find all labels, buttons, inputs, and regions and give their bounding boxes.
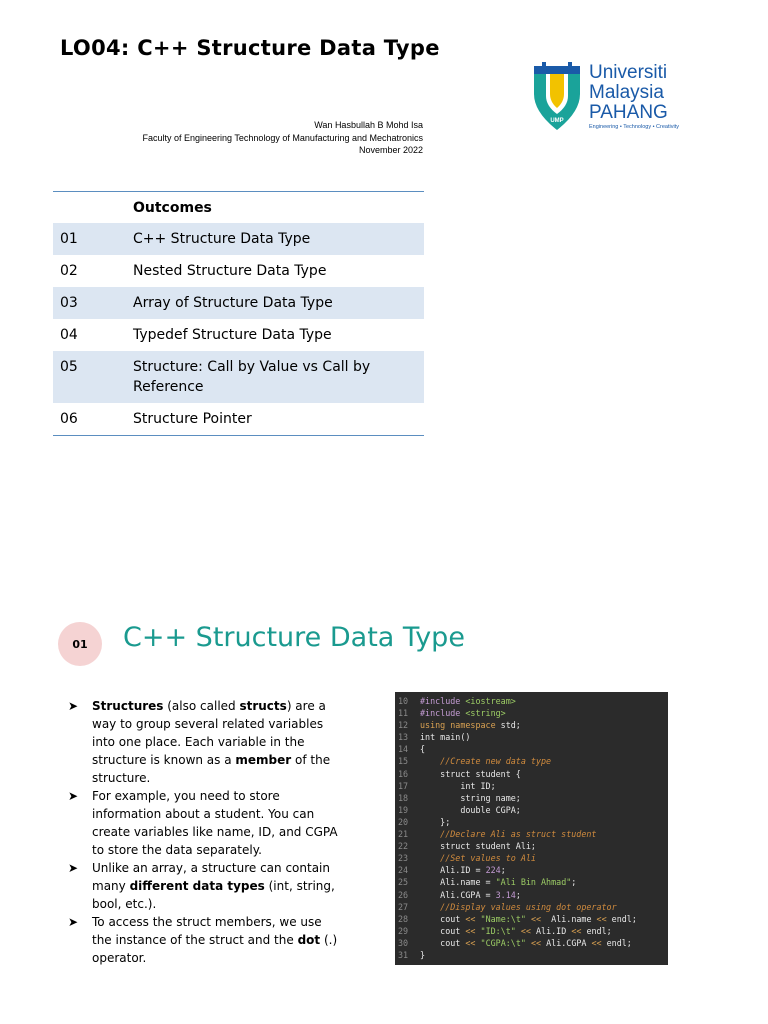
code-line	[395, 743, 668, 755]
document-title: LO04: C++ Structure Data Type	[60, 36, 440, 60]
bullet-item	[68, 859, 343, 913]
author-block	[143, 119, 424, 157]
line-number: 26	[398, 889, 409, 900]
arrow-bullet-icon: ➤	[68, 699, 79, 713]
section-title: C++ Structure Data Type	[123, 622, 465, 653]
document-date: November 2022	[358, 145, 423, 155]
logo-tagline: Engineering • Technology • Creativity	[589, 124, 679, 130]
bold-term: structs	[239, 699, 287, 713]
code-text: //Set values to Ali	[420, 853, 536, 864]
bullet-item	[68, 787, 343, 859]
line-number: 15	[398, 756, 409, 767]
bold-term: Structures	[92, 699, 164, 713]
bullet-text: (.) operator.	[92, 933, 338, 965]
code-text: cout << "CGPA:\t" << Ali.CGPA << endl;	[420, 937, 632, 948]
line-number: 13	[398, 732, 409, 743]
code-line	[395, 792, 668, 804]
outcomes-header: Outcomes	[133, 192, 424, 224]
code-text: double CGPA;	[420, 804, 521, 815]
line-number: 18	[398, 792, 409, 803]
code-text: cout << "ID:\t" << Ali.ID << endl;	[420, 925, 612, 936]
table-row	[53, 287, 424, 319]
line-number: 27	[398, 901, 409, 912]
code-text: //Create new data type	[420, 756, 552, 767]
code-snippet	[395, 692, 668, 965]
code-text: //Display values using dot operator	[420, 901, 617, 912]
code-text: struct student {	[420, 768, 521, 779]
table-row	[53, 255, 424, 287]
code-line	[395, 949, 668, 961]
code-line	[395, 780, 668, 792]
code-line	[395, 913, 668, 925]
bullet-text: ) are a way to group several related variables into one place. Each variable in the structure is known as a	[92, 699, 326, 767]
line-number: 17	[398, 780, 409, 791]
code-line	[395, 876, 668, 888]
logo-line-1: Universiti	[589, 62, 668, 83]
outcomes-table	[53, 191, 424, 436]
code-line	[395, 925, 668, 937]
line-number: 11	[398, 708, 409, 719]
code-line	[395, 840, 668, 852]
code-text: Ali.CGPA = 3.14;	[420, 889, 521, 900]
line-number: 24	[398, 865, 409, 876]
code-line	[395, 731, 668, 743]
code-line	[395, 816, 668, 828]
code-text: cout << "Name:\t" << Ali.name << endl;	[420, 913, 637, 924]
bullet-item	[68, 697, 343, 787]
bold-term: dot	[297, 933, 321, 947]
line-number: 23	[398, 853, 409, 864]
line-number: 12	[398, 720, 409, 731]
outcome-text: C++ Structure Data Type	[133, 223, 424, 255]
outcome-text: Structure Pointer	[133, 403, 424, 436]
code-text: string name;	[420, 792, 521, 803]
bullet-text: To access the struct members, we use the instance of the struct and the	[92, 915, 322, 947]
outcome-number: 05	[53, 351, 133, 403]
code-line	[395, 768, 668, 780]
outcome-text: Nested Structure Data Type	[133, 263, 327, 279]
ump-shield-icon	[532, 60, 582, 132]
outcomes-header-row	[53, 192, 424, 224]
code-line	[395, 755, 668, 767]
table-row	[53, 319, 424, 351]
code-line	[395, 889, 668, 901]
line-number: 28	[398, 913, 409, 924]
code-text: #include <string>	[420, 708, 506, 719]
section-number-badge: 01	[58, 622, 102, 666]
code-line	[395, 864, 668, 876]
outcome-text: Structure: Call by Value vs Call by Reference	[133, 351, 424, 403]
code-line	[395, 852, 668, 864]
bullet-text: of the structure.	[92, 753, 331, 785]
code-text: #include <iostream>	[420, 696, 516, 706]
code-line	[395, 901, 668, 913]
bold-term: member	[235, 753, 292, 767]
code-text: using namespace std;	[420, 720, 521, 731]
outcome-number: 02	[60, 263, 78, 279]
line-number: 25	[398, 877, 409, 888]
outcome-number: 03	[53, 287, 133, 319]
line-number: 20	[398, 816, 409, 827]
university-logo	[532, 60, 682, 135]
author-name: Wan Hasbullah B Mohd Isa	[314, 120, 423, 130]
outcome-text: Typedef Structure Data Type	[133, 327, 332, 343]
line-number: 14	[398, 744, 409, 755]
arrow-bullet-icon: ➤	[68, 915, 79, 929]
code-line	[395, 828, 668, 840]
code-text: Ali.ID = 224;	[420, 865, 506, 876]
outcome-text: Array of Structure Data Type	[133, 287, 424, 319]
code-text: }	[420, 949, 426, 960]
svg-text:UMP: UMP	[550, 118, 564, 124]
code-text: //Declare Ali as struct student	[420, 829, 597, 840]
code-text: int ID;	[420, 780, 496, 791]
faculty-name: Faculty of Engineering Technology of Manufacturing and Mechatronics	[142, 132, 423, 143]
bullet-text: For example, you need to store information about a student. You can create variables like name, ID, and CGPA to store the data separately.	[92, 789, 338, 857]
logo-line-2: Malaysia	[589, 82, 664, 103]
line-number: 10	[398, 696, 409, 706]
arrow-bullet-icon: ➤	[68, 789, 79, 803]
outcome-number: 04	[60, 327, 78, 343]
bullet-text: (int, string, bool, etc.).	[92, 879, 335, 911]
line-number: 22	[398, 841, 409, 852]
arrow-bullet-icon: ➤	[68, 861, 79, 875]
code-line	[395, 719, 668, 731]
outcomes-header-blank	[53, 192, 133, 224]
line-number: 31	[398, 949, 409, 960]
bullet-list	[68, 697, 343, 967]
code-text: int main()	[420, 732, 471, 743]
table-row	[53, 351, 424, 403]
bold-term: different data types	[129, 879, 265, 893]
code-text: struct student Ali;	[420, 841, 536, 852]
outcome-number: 06	[53, 403, 133, 436]
bullet-text: Unlike an array, a structure can contain many	[92, 861, 330, 893]
table-row	[53, 223, 424, 255]
line-number: 29	[398, 925, 409, 936]
logo-wordmark	[589, 63, 668, 123]
code-line	[395, 804, 668, 816]
outcome-number: 01	[53, 223, 133, 255]
logo-line-3: PAHANG	[589, 102, 668, 123]
line-number: 19	[398, 804, 409, 815]
table-row	[53, 403, 424, 436]
code-text: {	[420, 744, 426, 755]
code-line	[395, 695, 668, 707]
code-text: Ali.name = "Ali Bin Ahmad";	[420, 877, 577, 888]
code-line	[395, 937, 668, 949]
code-line	[395, 707, 668, 719]
bullet-text: (also called	[163, 699, 240, 713]
bullet-item	[68, 913, 343, 967]
line-number: 16	[398, 768, 409, 779]
line-number: 30	[398, 937, 409, 948]
code-text: };	[420, 816, 451, 827]
line-number: 21	[398, 829, 409, 840]
